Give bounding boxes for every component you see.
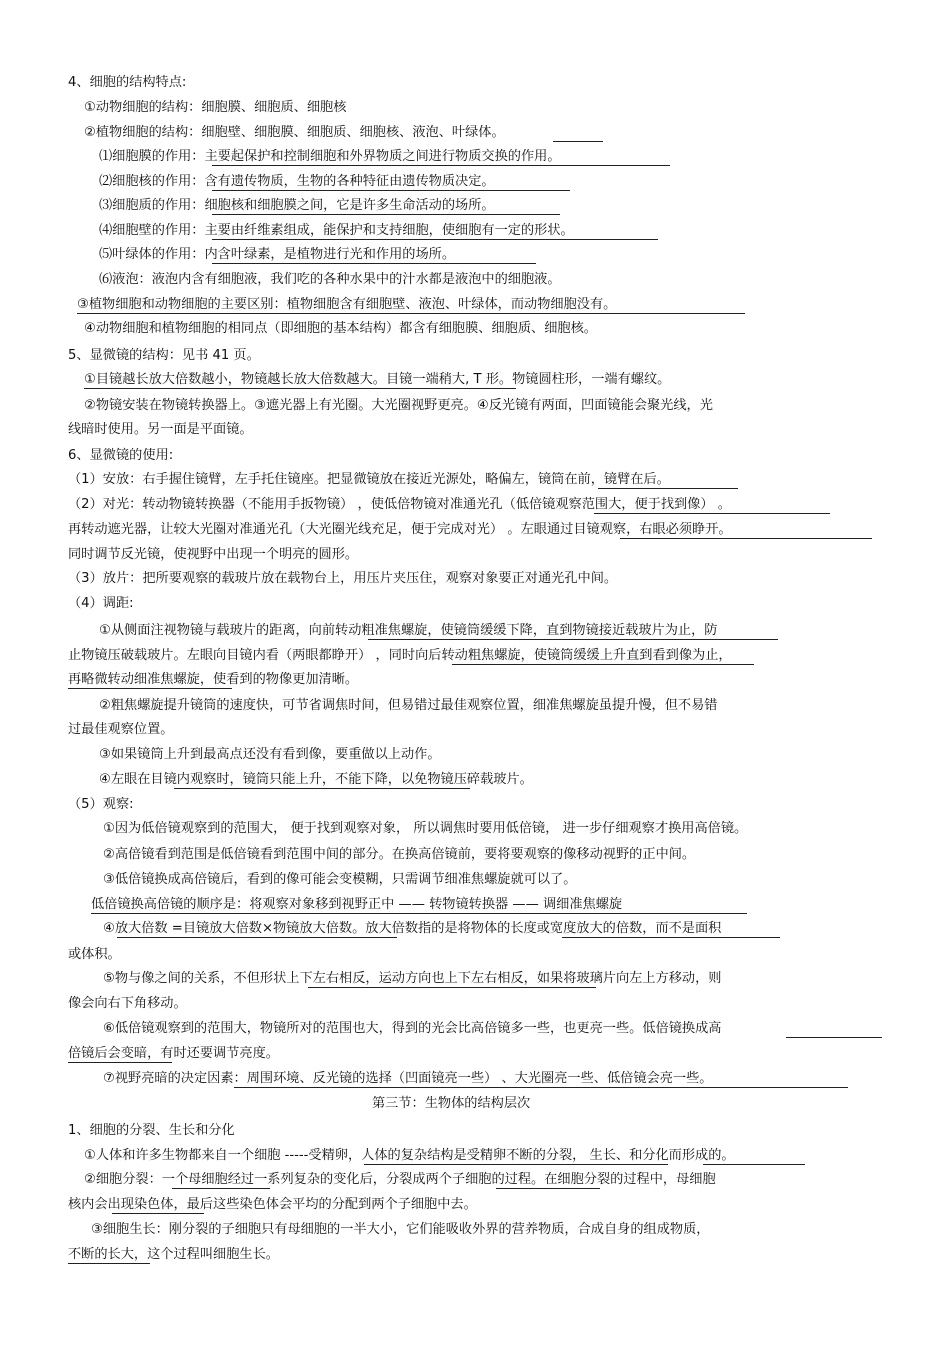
text-line: ⑦视野亮暗的决定因素：周围环境、反光镜的选择（凹面镜亮一些） 、大光圈亮一些、低倍镜会亮一些。 [103, 1071, 713, 1086]
text-line: 不断的长大，这个过程叫细胞生长。 [68, 1247, 279, 1262]
text-line: ④动物细胞和植物细胞的相同点（即细胞的基本结构）都含有细胞膜、细胞质、细胞核。 [84, 321, 597, 336]
underline [212, 239, 658, 240]
text-line: 同时调节反光镜，使视野中出现一个明亮的圆形。 [68, 547, 359, 562]
text-line: ①因为低倍镜观察到的范围大， 便于找到观察对象， 所以调焦时要用低倍镜， 进一步仔细观察才换用高倍镜。 [103, 821, 748, 836]
text-line: 再略微转动细准焦螺旋，使看到的物像更加清晰。 [68, 672, 359, 687]
heading-cell-structure: 4、细胞的结构特点: [68, 75, 187, 90]
underline [84, 388, 516, 389]
text-line: 止物镜压破载玻片。左眼向目镜内看（两眼都睁开） ，同时向后转动粗焦螺旋，使镜筒缓缓上升直到看到像为止， [68, 648, 732, 663]
underline [496, 1188, 600, 1189]
text-line: ①人体和许多生物都来自一个细胞 -----受精卵，人体的复杂结构是受精卵不断的分裂， 生长、和分化而形成的。 [84, 1148, 735, 1163]
text-line: ②粗焦螺旋提升镜筒的速度快，可节省调焦时间，但易错过最佳观察位置，细准焦螺旋虽提升慢，但不易错 [99, 698, 718, 713]
section-title: 第三节：生物体的结构层次 [372, 1096, 531, 1111]
heading-microscope-structure: 5、显微镜的结构：见书 41 页。 [68, 348, 260, 363]
text-line: 核内会出现染色体，最后这些染色体会平均的分配到两个子细胞中去。 [68, 1197, 477, 1212]
underline [212, 165, 670, 166]
text-line: ②物镜安装在物镜转换器上。③遮光器上有光圈。大光圈视野更亮。④反光镜有两面，凹面镜能会聚光线，光 [84, 398, 713, 413]
underline [91, 913, 747, 914]
underline [212, 263, 536, 264]
text-line: ⑥低倍镜观察到的范围大，物镜所对的范围也大，得到的光会比高倍镜多一些，也更亮一些。低倍镜换成高 [103, 1021, 722, 1036]
text-line: 过最佳观察位置。 [68, 722, 174, 737]
underline [234, 1087, 848, 1088]
text-line: （1）安放：右手握住镜臂，左手托住镜座。把显微镜放在接近光源处，略偏左，镜筒在前，镜臂在后。 [68, 472, 670, 487]
underline [364, 1164, 668, 1165]
underline [77, 313, 745, 314]
underline [212, 190, 570, 191]
underline [553, 141, 603, 142]
text-line: （3）放片：把所要观察的载玻片放在载物台上，用压片夹压住，观察对象要正对通光孔中间。 [68, 571, 618, 586]
text-line: ⑤物与像之间的关系，不但形状上下左右相反，运动方向也上下左右相反，如果将玻璃片向左上方移动，则 [103, 971, 722, 986]
text-line: ③低倍镜换成高倍镜后，看到的像可能会变模糊，只需调节细准焦螺旋就可以了。 [103, 872, 577, 887]
underline [68, 1062, 172, 1063]
text-line: ③如果镜筒上升到最高点还没有看到像，要重做以上动作。 [99, 747, 441, 762]
text-line: ①动物细胞的结构：细胞膜、细胞质、细胞核 [84, 100, 347, 115]
underline [174, 788, 470, 789]
text-line: 线暗时使用。另一面是平面镜。 [68, 422, 253, 437]
text-line: 再转动遮光器，让较大光圈对准通光孔（大光圈光线充足，便于完成对光） 。左眼通过目镜观察，右眼必须睁开。 [68, 522, 732, 537]
text-line: ④左眼在目镜内观察时，镜筒只能上升，不能下降，以免物镜压碎载玻片。 [99, 772, 533, 787]
text-line: （5）观察: [68, 797, 134, 812]
underline [68, 688, 232, 689]
text-line: ⑷细胞壁的作用：主要由纤维素组成，能保护和支持细胞，使细胞有一定的形状。 [99, 223, 574, 238]
underline [212, 214, 560, 215]
underline [172, 1188, 270, 1189]
underline [68, 1263, 150, 1264]
text-line: ②高倍镜看到范围是低倍镜看到范围中间的部分。在换高倍镜前，要将要观察的像移动视野的正中间。 [103, 847, 696, 862]
text-line: 像会向右下角移动。 [68, 996, 187, 1011]
text-line: ③植物细胞和动物细胞的主要区别：植物细胞含有细胞壁、液泡、叶绿体，而动物细胞没有。 [77, 297, 617, 312]
text-line: ②植物细胞的结构：细胞壁、细胞膜、细胞质、细胞核、液泡、叶绿体。 [84, 125, 505, 140]
text-line: ①从侧面注视物镜与载玻片的距离，向前转动粗准焦螺旋，使镜筒缓缓下降，直到物镜接近载玻片为止，防 [99, 623, 718, 638]
text-line: ⑶细胞质的作用：细胞核和细胞膜之间，它是许多生命活动的场所。 [99, 198, 495, 213]
underline [594, 513, 830, 514]
text-line: ⑹液泡：液泡内含有细胞液，我们吃的各种水果中的汁水都是液泡中的细胞液。 [99, 272, 561, 287]
heading-microscope-use: 6、显微镜的使用: [68, 448, 174, 463]
text-line: 低倍镜换高倍镜的顺序是：将观察对象移到视野正中 —— 转物镜转换器 —— 调细准焦螺旋 [91, 897, 623, 912]
text-line: ⑵细胞核的作用：含有遗传物质，生物的各种特征由遗传物质决定。 [99, 174, 495, 189]
text-line: ⑴细胞膜的作用：主要起保护和控制细胞和外界物质之间进行物质交换的作用。 [99, 149, 561, 164]
underline [368, 639, 778, 640]
text-line: 或体积。 [68, 947, 121, 962]
underline [703, 1164, 805, 1165]
underline [786, 1037, 882, 1038]
heading-cell-division: 1、细胞的分裂、生长和分化 [68, 1123, 235, 1138]
underline [562, 937, 780, 938]
text-line: ④放大倍数 =目镜放大倍数×物镜放大倍数。放大倍数指的是将物体的长度或宽度放大的倍数，而不是面积 [103, 921, 722, 936]
underline [117, 937, 397, 938]
text-line: ②细胞分裂：一个母细胞经过一系列复杂的变化后，分裂成两个子细胞的过程。在细胞分裂的过程中，母细胞 [84, 1172, 716, 1187]
text-line: ⑸叶绿体的作用：内含叶绿素，是植物进行光和作用的场所。 [99, 247, 456, 262]
text-line: ①目镜越长放大倍数越小，物镜越长放大倍数越大。目镜一端稍大, T 形。物镜圆柱形，一端有螺纹。 [84, 372, 671, 387]
underline [308, 987, 596, 988]
underline [112, 1213, 204, 1214]
text-line: 倍镜后会变暗，有时还要调节亮度。 [68, 1046, 279, 1061]
text-line: （2）对光：转动物镜转换器（不能用手扳物镜） ，使低倍物镜对准通光孔（低倍镜观察范围大，便于找到像） 。 [68, 497, 731, 512]
underline [598, 488, 738, 489]
text-line: （4）调距: [68, 596, 134, 611]
text-line: ③细胞生长：刚分裂的子细胞只有母细胞的一半大小，它们能吸收外界的营养物质，合成自身的组成物质， [91, 1222, 710, 1237]
underline [620, 538, 872, 539]
underline [452, 664, 754, 665]
